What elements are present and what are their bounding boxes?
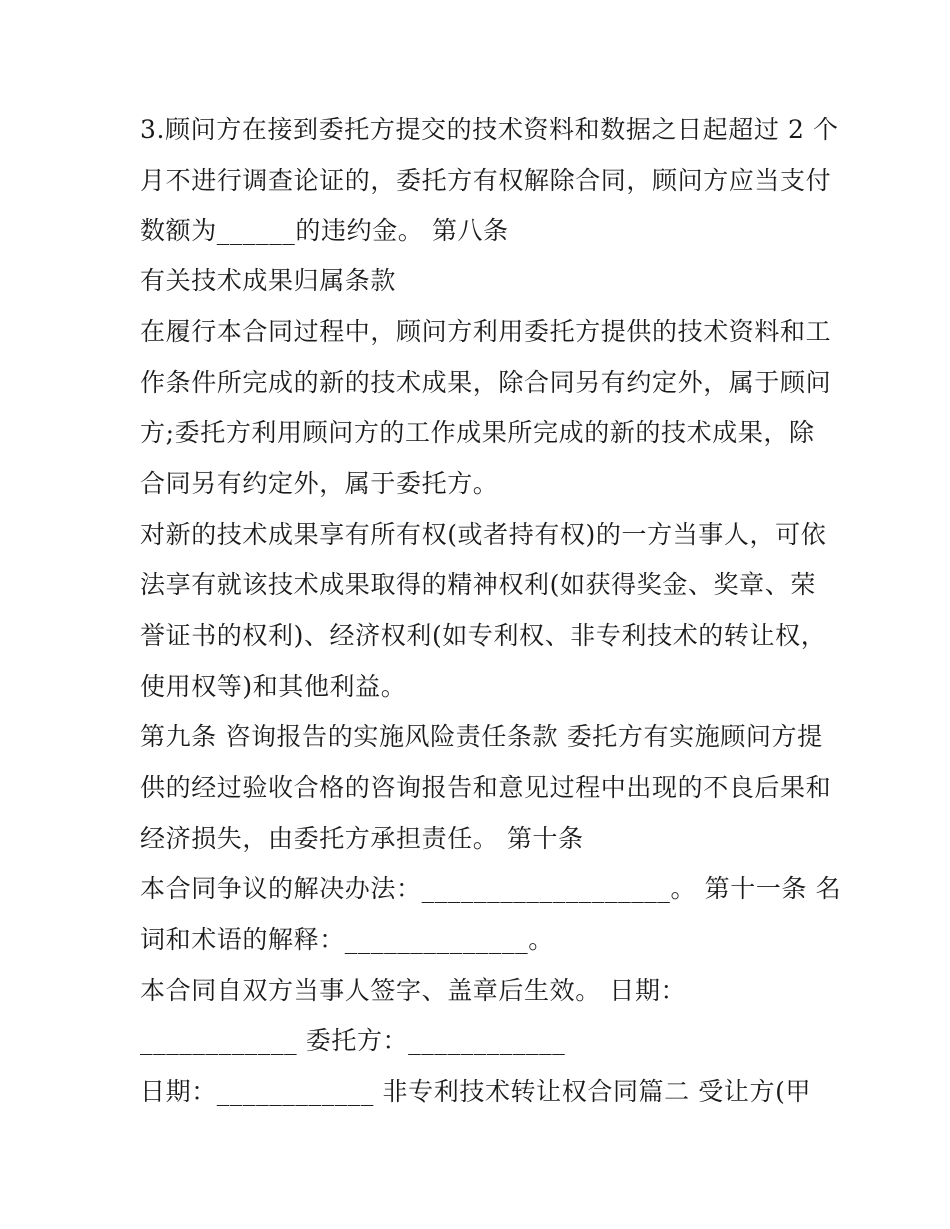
text-line: 日期：____________ 非专利技术转让权合同篇二 受让方(甲 <box>140 1077 812 1106</box>
text-line: 本合同争议的解决办法：___________________。 第十一条 名 <box>140 874 842 903</box>
text-line: 对新的技术成果享有所有权(或者持有权)的一方当事人，可依 <box>140 520 827 549</box>
text-line: 本合同自双方当事人签字、盖章后生效。 日期： <box>140 976 687 1005</box>
text-line: 经济损失，由委托方承担责任。 第十条 <box>140 824 584 853</box>
text-line: 3.顾问方在接到委托方提交的技术资料和数据之日起超过 2 个 <box>140 115 839 144</box>
text-line: 供的经过验收合格的咨询报告和意见过程中出现的不良后果和 <box>140 773 832 802</box>
text-line: 数额为______的违约金。 第八条 <box>140 216 509 245</box>
text-line: 词和术语的解释：______________。 <box>140 925 554 954</box>
text-line: 法享有就该技术成果取得的精神权利(如获得奖金、奖章、荣 <box>140 570 816 599</box>
text-line: 誉证书的权利)、经济权利(如专利权、非专利技术的转让权， <box>140 621 827 650</box>
text-line: 方;委托方利用顾问方的工作成果所完成的新的技术成果，除 <box>140 418 815 447</box>
text-line: 合同另有约定外，属于委托方。 <box>140 469 499 498</box>
text-line: 月不进行调查论证的，委托方有权解除合同，顾问方应当支付 <box>140 166 832 195</box>
text-line: 在履行本合同过程中，顾问方利用委托方提供的技术资料和工 <box>140 317 832 346</box>
text-line: 作条件所完成的新的技术成果，除合同另有约定外，属于顾问 <box>140 368 832 397</box>
text-line: 使用权等)和其他利益。 <box>140 672 407 701</box>
text-line: 第九条 咨询报告的实施风险责任条款 委托方有实施顾问方提 <box>140 722 823 751</box>
signature-line: ____________ 委托方：____________ <box>140 1026 566 1055</box>
section-heading: 有关技术成果归属条款 <box>140 266 397 295</box>
